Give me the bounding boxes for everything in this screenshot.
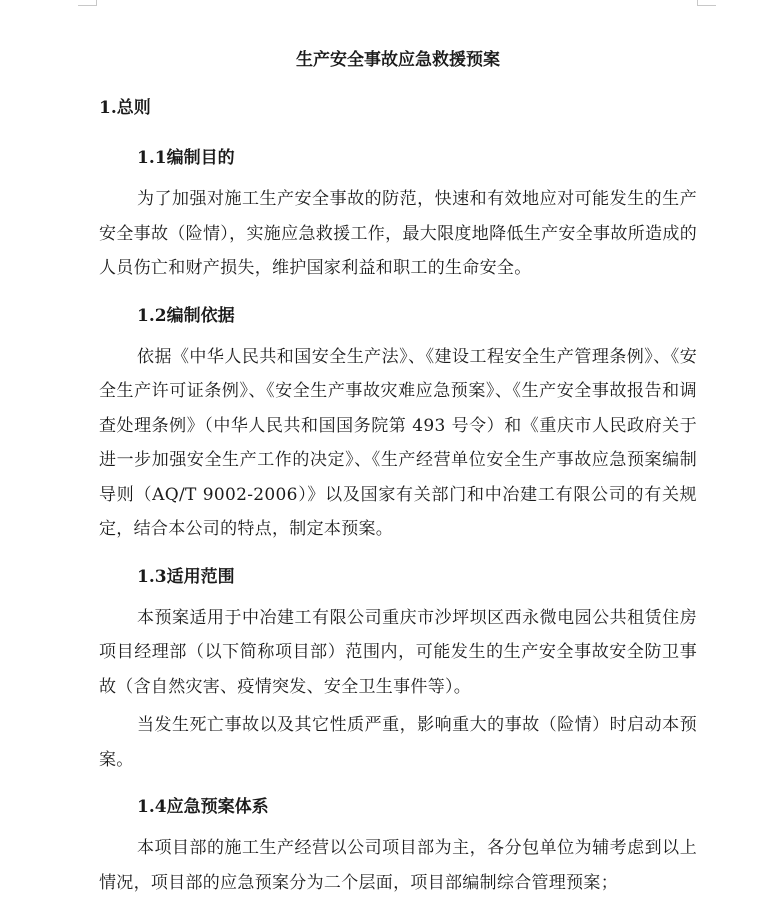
paragraph-purpose: 为了加强对施工生产安全事故的防范，快速和有效地应对可能发生的生产安全事故（险情），实施应急救援工作，最大限度地降低生产安全事故所造成的人员伤亡和财产损失，维护国家利益和职工的生命安全。 <box>99 189 697 278</box>
heading-plan-system: 1.4应急预案体系 <box>137 797 269 817</box>
document-body <box>99 40 697 900</box>
paragraph-scope: 本预案适用于中冶建工有限公司重庆市沙坪坝区西永微电园公共租赁住房项目经理部（以下简称项目部）范围内，可能发生的生产安全事故安全防卫事故（含自然灾害、疫情突发、安全卫生事件等）。 <box>99 607 697 697</box>
paragraph-basis: 依据《中华人民共和国安全生产法》、《建设工程安全生产管理条例》、《安全生产许可证条例》、《安全生产事故灾难应急预案》、《生产安全事故报告和调查处理条例》（中华人民共和国国务院第 493 号令）和《重庆市人民政府关于进一步加强安全生产工作的决定》、《生产经营单位安全生产事故应急预案编制导则（AQ/T 9002-2006）》以及国家有关部门和中冶建工有限公司的有关规定，结合本公司的特点，制定本预案。 <box>99 346 697 539</box>
page-corner-mark-right <box>697 0 716 6</box>
heading-basis: 1.2编制依据 <box>137 305 235 326</box>
page-corner-mark-left <box>78 0 97 6</box>
heading-general: 1.总则 <box>99 98 151 118</box>
paragraph-plan-system: 本项目部的施工生产经营以公司项目部为主，各分包单位为辅考虑到以上情况，项目部的应急预案分为二个层面，项目部编制综合管理预案； <box>99 838 697 893</box>
heading-purpose: 1.1编制目的 <box>137 148 235 168</box>
heading-scope: 1.3适用范围 <box>137 566 235 587</box>
paragraph-activation: 当发生死亡事故以及其它性质严重，影响重大的事故（险情）时启动本预案。 <box>99 715 697 770</box>
document-title: 生产安全事故应急救援预案 <box>296 50 500 70</box>
